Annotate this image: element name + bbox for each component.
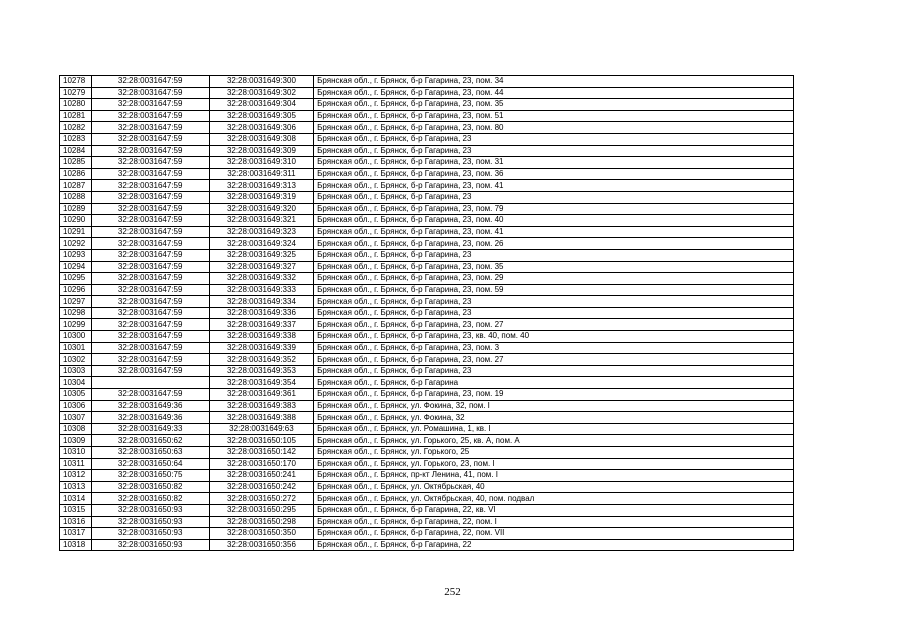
parent-cadastral-number-cell: 32:28:0031647:59 (91, 110, 209, 122)
row-number-cell: 10287 (60, 180, 92, 192)
cadastral-number-cell: 32:28:0031649:352 (209, 354, 313, 366)
cadastral-number-cell: 32:28:0031649:309 (209, 145, 313, 157)
parent-cadastral-number-cell: 32:28:0031650:63 (91, 447, 209, 459)
table-row (60, 423, 794, 435)
table-row (60, 504, 794, 516)
cadastral-number-cell: 32:28:0031649:388 (209, 412, 313, 424)
row-number-cell: 10286 (60, 168, 92, 180)
row-number-cell: 10283 (60, 133, 92, 145)
address-cell: Брянская обл., г. Брянск, б-р Гагарина, 23, пом. 35 (314, 99, 794, 111)
table-row (60, 377, 794, 389)
row-number-cell: 10308 (60, 423, 92, 435)
table-row (60, 191, 794, 203)
row-number-cell: 10300 (60, 331, 92, 343)
cadastral-number-cell: 32:28:0031649:306 (209, 122, 313, 134)
address-cell: Брянская обл., г. Брянск, б-р Гагарина, 22, кв. VI (314, 504, 794, 516)
address-cell: Брянская обл., г. Брянск, б-р Гагарина, 23 (314, 191, 794, 203)
table-row (60, 238, 794, 250)
address-cell: Брянская обл., г. Брянск, б-р Гагарина, 23, пом. 35 (314, 261, 794, 273)
address-cell: Брянская обл., г. Брянск, ул. Фокина, 32 (314, 412, 794, 424)
cadastral-number-cell: 32:28:0031650:356 (209, 539, 313, 551)
parent-cadastral-number-cell: 32:28:0031647:59 (91, 157, 209, 169)
cadastral-number-cell: 32:28:0031650:298 (209, 516, 313, 528)
table-row (60, 342, 794, 354)
address-cell: Брянская обл., г. Брянск, б-р Гагарина, 22, пом. VII (314, 528, 794, 540)
row-number-cell: 10298 (60, 307, 92, 319)
parent-cadastral-number-cell: 32:28:0031647:59 (91, 191, 209, 203)
cadastral-number-cell: 32:28:0031650:295 (209, 504, 313, 516)
table-row (60, 249, 794, 261)
parent-cadastral-number-cell: 32:28:0031647:59 (91, 145, 209, 157)
address-cell: Брянская обл., г. Брянск, б-р Гагарина, 23, пом. 29 (314, 273, 794, 285)
cadastral-number-cell: 32:28:0031649:327 (209, 261, 313, 273)
row-number-cell: 10315 (60, 504, 92, 516)
row-number-cell: 10306 (60, 400, 92, 412)
address-cell: Брянская обл., г. Брянск, б-р Гагарина, 23, пом. 27 (314, 354, 794, 366)
cadastral-table-body (60, 76, 794, 551)
table-row (60, 493, 794, 505)
address-cell: Брянская обл., г. Брянск, б-р Гагарина, 23, пом. 19 (314, 389, 794, 401)
row-number-cell: 10317 (60, 528, 92, 540)
parent-cadastral-number-cell: 32:28:0031647:59 (91, 365, 209, 377)
parent-cadastral-number-cell: 32:28:0031647:59 (91, 226, 209, 238)
row-number-cell: 10314 (60, 493, 92, 505)
table-row (60, 528, 794, 540)
cadastral-number-cell: 32:28:0031649:333 (209, 284, 313, 296)
page-number: 252 (444, 586, 461, 598)
address-cell: Брянская обл., г. Брянск, б-р Гагарина, 23, пом. 3 (314, 342, 794, 354)
address-cell: Брянская обл., г. Брянск, б-р Гагарина, 23, пом. 40 (314, 215, 794, 227)
address-cell: Брянская обл., г. Брянск, б-р Гагарина, 23 (314, 365, 794, 377)
address-cell: Брянская обл., г. Брянск, б-р Гагарина, 23, пом. 31 (314, 157, 794, 169)
table-row (60, 296, 794, 308)
parent-cadastral-number-cell: 32:28:0031650:82 (91, 481, 209, 493)
address-cell: Брянская обл., г. Брянск, ул. Горького, 25 (314, 447, 794, 459)
table-row (60, 354, 794, 366)
row-number-cell: 10296 (60, 284, 92, 296)
table-row (60, 87, 794, 99)
parent-cadastral-number-cell: 32:28:0031647:59 (91, 331, 209, 343)
parent-cadastral-number-cell: 32:28:0031647:59 (91, 319, 209, 331)
address-cell: Брянская обл., г. Брянск, ул. Фокина, 32, пом. I (314, 400, 794, 412)
parent-cadastral-number-cell: 32:28:0031650:75 (91, 470, 209, 482)
table-row (60, 447, 794, 459)
cadastral-number-cell: 32:28:0031650:170 (209, 458, 313, 470)
cadastral-number-cell: 32:28:0031649:304 (209, 99, 313, 111)
address-cell: Брянская обл., г. Брянск, б-р Гагарина, 23, пом. 26 (314, 238, 794, 250)
address-cell: Брянская обл., г. Брянск, б-р Гагарина, 23, пом. 51 (314, 110, 794, 122)
address-cell: Брянская обл., г. Брянск, б-р Гагарина, 23, пом. 41 (314, 226, 794, 238)
row-number-cell: 10293 (60, 249, 92, 261)
parent-cadastral-number-cell: 32:28:0031647:59 (91, 273, 209, 285)
row-number-cell: 10289 (60, 203, 92, 215)
table-row (60, 365, 794, 377)
address-cell: Брянская обл., г. Брянск, ул. Октябрьская, 40 (314, 481, 794, 493)
table-row (60, 180, 794, 192)
parent-cadastral-number-cell: 32:28:0031650:64 (91, 458, 209, 470)
row-number-cell: 10281 (60, 110, 92, 122)
address-cell: Брянская обл., г. Брянск, б-р Гагарина, 23, пом. 27 (314, 319, 794, 331)
cadastral-number-cell: 32:28:0031649:354 (209, 377, 313, 389)
address-cell: Брянская обл., г. Брянск, б-р Гагарина, 23, пом. 36 (314, 168, 794, 180)
cadastral-number-cell: 32:28:0031650:272 (209, 493, 313, 505)
table-row (60, 122, 794, 134)
address-cell: Брянская обл., г. Брянск, б-р Гагарина, 23 (314, 296, 794, 308)
address-cell: Брянская обл., г. Брянск, ул. Горького, 23, пом. I (314, 458, 794, 470)
row-number-cell: 10290 (60, 215, 92, 227)
parent-cadastral-number-cell: 32:28:0031647:59 (91, 354, 209, 366)
cadastral-number-cell: 32:28:0031650:350 (209, 528, 313, 540)
parent-cadastral-number-cell: 32:28:0031650:93 (91, 539, 209, 551)
row-number-cell: 10307 (60, 412, 92, 424)
cadastral-number-cell: 32:28:0031650:105 (209, 435, 313, 447)
address-cell: Брянская обл., г. Брянск, б-р Гагарина, 23 (314, 307, 794, 319)
parent-cadastral-number-cell: 32:28:0031647:59 (91, 389, 209, 401)
address-cell: Брянская обл., г. Брянск, б-р Гагарина, 23, пом. 79 (314, 203, 794, 215)
cadastral-number-cell: 32:28:0031649:325 (209, 249, 313, 261)
parent-cadastral-number-cell: 32:28:0031647:59 (91, 180, 209, 192)
parent-cadastral-number-cell: 32:28:0031647:59 (91, 87, 209, 99)
cadastral-number-cell: 32:28:0031649:323 (209, 226, 313, 238)
cadastral-number-cell: 32:28:0031649:300 (209, 76, 313, 88)
row-number-cell: 10294 (60, 261, 92, 273)
row-number-cell: 10305 (60, 389, 92, 401)
parent-cadastral-number-cell: 32:28:0031647:59 (91, 261, 209, 273)
cadastral-number-cell: 32:28:0031649:338 (209, 331, 313, 343)
table-row (60, 133, 794, 145)
cadastral-number-cell: 32:28:0031649:332 (209, 273, 313, 285)
parent-cadastral-number-cell: 32:28:0031647:59 (91, 249, 209, 261)
row-number-cell: 10299 (60, 319, 92, 331)
parent-cadastral-number-cell: 32:28:0031647:59 (91, 203, 209, 215)
row-number-cell: 10301 (60, 342, 92, 354)
cadastral-number-cell: 32:28:0031650:241 (209, 470, 313, 482)
table-row (60, 331, 794, 343)
row-number-cell: 10304 (60, 377, 92, 389)
address-cell: Брянская обл., г. Брянск, б-р Гагарина, 22 (314, 539, 794, 551)
table-row (60, 168, 794, 180)
cadastral-number-cell: 32:28:0031649:324 (209, 238, 313, 250)
row-number-cell: 10312 (60, 470, 92, 482)
address-cell: Брянская обл., г. Брянск, б-р Гагарина, 23, пом. 80 (314, 122, 794, 134)
parent-cadastral-number-cell: 32:28:0031650:93 (91, 516, 209, 528)
row-number-cell: 10285 (60, 157, 92, 169)
table-row (60, 203, 794, 215)
row-number-cell: 10311 (60, 458, 92, 470)
address-cell: Брянская обл., г. Брянск, б-р Гагарина, 23 (314, 145, 794, 157)
row-number-cell: 10288 (60, 191, 92, 203)
address-cell: Брянская обл., г. Брянск, б-р Гагарина, 23, кв. 40, пом. 40 (314, 331, 794, 343)
cadastral-number-cell: 32:28:0031650:142 (209, 447, 313, 459)
address-cell: Брянская обл., г. Брянск, б-р Гагарина, 23, пом. 44 (314, 87, 794, 99)
parent-cadastral-number-cell: 32:28:0031647:59 (91, 342, 209, 354)
address-cell: Брянская обл., г. Брянск, б-р Гагарина, 23 (314, 249, 794, 261)
row-number-cell: 10292 (60, 238, 92, 250)
table-row (60, 389, 794, 401)
table-row (60, 481, 794, 493)
cadastral-number-cell: 32:28:0031649:353 (209, 365, 313, 377)
parent-cadastral-number-cell: 32:28:0031647:59 (91, 133, 209, 145)
row-number-cell: 10297 (60, 296, 92, 308)
cadastral-number-cell: 32:28:0031649:321 (209, 215, 313, 227)
address-cell: Брянская обл., г. Брянск, ул. Ромашина, 1, кв. I (314, 423, 794, 435)
table-row (60, 99, 794, 111)
table-row (60, 400, 794, 412)
address-cell: Брянская обл., г. Брянск, ул. Горького, 25, кв. А, пом. А (314, 435, 794, 447)
parent-cadastral-number-cell: 32:28:0031647:59 (91, 296, 209, 308)
row-number-cell: 10284 (60, 145, 92, 157)
parent-cadastral-number-cell: 32:28:0031647:59 (91, 215, 209, 227)
table-row (60, 435, 794, 447)
row-number-cell: 10279 (60, 87, 92, 99)
parent-cadastral-number-cell: 32:28:0031647:59 (91, 307, 209, 319)
row-number-cell: 10278 (60, 76, 92, 88)
address-cell: Брянская обл., г. Брянск, ул. Октябрьская, 40, пом. подвал (314, 493, 794, 505)
address-cell: Брянская обл., г. Брянск, пр-кт Ленина, 41, пом. I (314, 470, 794, 482)
cadastral-number-cell: 32:28:0031649:308 (209, 133, 313, 145)
row-number-cell: 10295 (60, 273, 92, 285)
parent-cadastral-number-cell: 32:28:0031650:62 (91, 435, 209, 447)
row-number-cell: 10303 (60, 365, 92, 377)
cadastral-number-cell: 32:28:0031649:339 (209, 342, 313, 354)
cadastral-number-cell: 32:28:0031649:337 (209, 319, 313, 331)
row-number-cell: 10280 (60, 99, 92, 111)
address-cell: Брянская обл., г. Брянск, б-р Гагарина, 23, пом. 59 (314, 284, 794, 296)
cadastral-number-cell: 32:28:0031649:361 (209, 389, 313, 401)
cadastral-number-cell: 32:28:0031649:305 (209, 110, 313, 122)
parent-cadastral-number-cell: 32:28:0031647:59 (91, 238, 209, 250)
parent-cadastral-number-cell: 32:28:0031650:82 (91, 493, 209, 505)
table-row (60, 516, 794, 528)
table-row (60, 110, 794, 122)
table-row (60, 261, 794, 273)
parent-cadastral-number-cell: 32:28:0031647:59 (91, 76, 209, 88)
table-row (60, 284, 794, 296)
table-row (60, 458, 794, 470)
cadastral-number-cell: 32:28:0031649:383 (209, 400, 313, 412)
parent-cadastral-number-cell: 32:28:0031649:36 (91, 400, 209, 412)
parent-cadastral-number-cell: 32:28:0031647:59 (91, 284, 209, 296)
row-number-cell: 10291 (60, 226, 92, 238)
parent-cadastral-number-cell: 32:28:0031647:59 (91, 99, 209, 111)
cadastral-number-cell: 32:28:0031649:310 (209, 157, 313, 169)
table-row (60, 470, 794, 482)
table-row (60, 226, 794, 238)
parent-cadastral-number-cell: 32:28:0031650:93 (91, 504, 209, 516)
cadastral-number-cell: 32:28:0031649:311 (209, 168, 313, 180)
cadastral-number-cell: 32:28:0031649:63 (209, 423, 313, 435)
row-number-cell: 10282 (60, 122, 92, 134)
address-cell: Брянская обл., г. Брянск, б-р Гагарина (314, 377, 794, 389)
row-number-cell: 10302 (60, 354, 92, 366)
row-number-cell: 10313 (60, 481, 92, 493)
cadastral-number-cell: 32:28:0031649:313 (209, 180, 313, 192)
table-row (60, 273, 794, 285)
cadastral-number-cell: 32:28:0031650:242 (209, 481, 313, 493)
parent-cadastral-number-cell: 32:28:0031647:59 (91, 168, 209, 180)
row-number-cell: 10316 (60, 516, 92, 528)
cadastral-number-cell: 32:28:0031649:319 (209, 191, 313, 203)
table-row (60, 307, 794, 319)
table-row (60, 145, 794, 157)
cadastral-number-cell: 32:28:0031649:302 (209, 87, 313, 99)
parent-cadastral-number-cell: 32:28:0031647:59 (91, 122, 209, 134)
row-number-cell: 10310 (60, 447, 92, 459)
address-cell: Брянская обл., г. Брянск, б-р Гагарина, 22, пом. I (314, 516, 794, 528)
cadastral-number-cell: 32:28:0031649:336 (209, 307, 313, 319)
table-row (60, 412, 794, 424)
address-cell: Брянская обл., г. Брянск, б-р Гагарина, 23 (314, 133, 794, 145)
row-number-cell: 10309 (60, 435, 92, 447)
parent-cadastral-number-cell (91, 377, 209, 389)
parent-cadastral-number-cell: 32:28:0031649:33 (91, 423, 209, 435)
cadastral-table (59, 75, 794, 551)
address-cell: Брянская обл., г. Брянск, б-р Гагарина, 23, пом. 41 (314, 180, 794, 192)
table-row (60, 319, 794, 331)
row-number-cell: 10318 (60, 539, 92, 551)
table-row (60, 215, 794, 227)
cadastral-number-cell: 32:28:0031649:320 (209, 203, 313, 215)
address-cell: Брянская обл., г. Брянск, б-р Гагарина, 23, пом. 34 (314, 76, 794, 88)
table-row (60, 539, 794, 551)
cadastral-number-cell: 32:28:0031649:334 (209, 296, 313, 308)
parent-cadastral-number-cell: 32:28:0031649:36 (91, 412, 209, 424)
table-row (60, 76, 794, 88)
table-row (60, 157, 794, 169)
parent-cadastral-number-cell: 32:28:0031650:93 (91, 528, 209, 540)
